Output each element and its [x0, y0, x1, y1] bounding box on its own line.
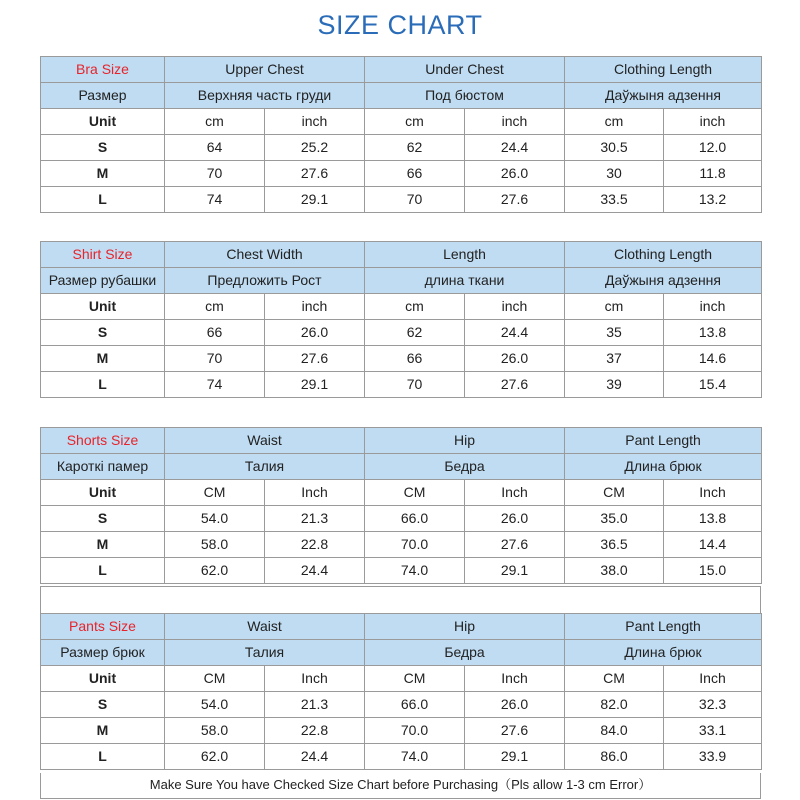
value-cell: 66.0	[365, 692, 465, 718]
value-cell: 29.1	[265, 187, 365, 213]
value-cell: 70	[165, 346, 265, 372]
value-cell: 82.0	[565, 692, 664, 718]
value-cell: 26.0	[465, 692, 565, 718]
value-cell: 27.6	[265, 346, 365, 372]
value-cell: 27.6	[465, 532, 565, 558]
value-cell: 58.0	[165, 718, 265, 744]
value-cell: 66	[165, 320, 265, 346]
value-cell: 13.2	[664, 187, 762, 213]
size-cell: M	[41, 718, 165, 744]
value-cell: 13.8	[664, 320, 762, 346]
size-label-localized: Кароткі памер	[41, 454, 165, 480]
unit-cell: Inch	[265, 480, 365, 506]
value-cell: 22.8	[265, 532, 365, 558]
value-cell: 64	[165, 135, 265, 161]
group-header-localized: Талия	[165, 640, 365, 666]
size-label: Bra Size	[41, 57, 165, 83]
unit-cell: CM	[565, 480, 664, 506]
value-cell: 13.8	[664, 506, 762, 532]
unit-cell: CM	[565, 666, 664, 692]
unit-cell: cm	[365, 294, 465, 320]
size-cell: S	[41, 506, 165, 532]
size-label-localized: Размер рубашки	[41, 268, 165, 294]
page-title: SIZE CHART	[317, 10, 483, 40]
group-header-localized: Длина брюк	[565, 454, 762, 480]
group-header: Hip	[365, 428, 565, 454]
unit-cell: inch	[265, 294, 365, 320]
size-label-localized: Размер брюк	[41, 640, 165, 666]
unit-cell: cm	[565, 109, 664, 135]
table-row	[41, 161, 762, 187]
group-header: Length	[365, 242, 565, 268]
value-cell: 24.4	[465, 320, 565, 346]
unit-cell: Inch	[664, 666, 762, 692]
group-header-localized: Верхняя часть груди	[165, 83, 365, 109]
value-cell: 26.0	[465, 506, 565, 532]
value-cell: 27.6	[465, 372, 565, 398]
value-cell: 62.0	[165, 744, 265, 770]
value-cell: 29.1	[265, 372, 365, 398]
unit-label: Unit	[41, 109, 165, 135]
size-label-localized: Размер	[41, 83, 165, 109]
unit-cell: CM	[365, 480, 465, 506]
value-cell: 30	[565, 161, 664, 187]
unit-cell: inch	[265, 109, 365, 135]
group-header-localized: Бедра	[365, 454, 565, 480]
value-cell: 30.5	[565, 135, 664, 161]
size-label: Shorts Size	[41, 428, 165, 454]
unit-cell: Inch	[465, 666, 565, 692]
value-cell: 22.8	[265, 718, 365, 744]
unit-row	[41, 480, 762, 506]
value-cell: 74.0	[365, 558, 465, 584]
value-cell: 62.0	[165, 558, 265, 584]
value-cell: 24.4	[465, 135, 565, 161]
group-header: Waist	[165, 428, 365, 454]
table-row	[41, 320, 762, 346]
value-cell: 11.8	[664, 161, 762, 187]
value-cell: 37	[565, 346, 664, 372]
value-cell: 74	[165, 187, 265, 213]
value-cell: 15.0	[664, 558, 762, 584]
value-cell: 27.6	[265, 161, 365, 187]
unit-cell: cm	[365, 109, 465, 135]
size-cell: L	[41, 187, 165, 213]
value-cell: 36.5	[565, 532, 664, 558]
group-header: Under Chest	[365, 57, 565, 83]
value-cell: 66	[365, 161, 465, 187]
size-cell: L	[41, 372, 165, 398]
spacer-row	[40, 586, 761, 614]
value-cell: 54.0	[165, 692, 265, 718]
size-note: Make Sure You have Checked Size Chart before Purchasing（Pls allow 1-3 cm Error）	[40, 773, 761, 799]
value-cell: 70.0	[365, 532, 465, 558]
value-cell: 33.1	[664, 718, 762, 744]
shorts-size-table	[40, 427, 762, 584]
group-header: Chest Width	[165, 242, 365, 268]
shirt-size-table	[40, 241, 762, 398]
value-cell: 84.0	[565, 718, 664, 744]
table-row	[41, 346, 762, 372]
unit-cell: cm	[565, 294, 664, 320]
unit-cell: inch	[664, 294, 762, 320]
size-cell: M	[41, 161, 165, 187]
value-cell: 12.0	[664, 135, 762, 161]
value-cell: 29.1	[465, 558, 565, 584]
unit-row	[41, 666, 762, 692]
header-row-localized	[41, 640, 762, 666]
size-cell: S	[41, 320, 165, 346]
value-cell: 70	[165, 161, 265, 187]
header-row-localized	[41, 83, 762, 109]
unit-cell: Inch	[465, 480, 565, 506]
value-cell: 86.0	[565, 744, 664, 770]
group-header-localized: Талия	[165, 454, 365, 480]
value-cell: 33.9	[664, 744, 762, 770]
unit-cell: CM	[365, 666, 465, 692]
value-cell: 33.5	[565, 187, 664, 213]
value-cell: 29.1	[465, 744, 565, 770]
unit-cell: CM	[165, 480, 265, 506]
table-row	[41, 744, 762, 770]
table-row	[41, 532, 762, 558]
unit-cell: inch	[664, 109, 762, 135]
group-header: Pant Length	[565, 614, 762, 640]
unit-label: Unit	[41, 480, 165, 506]
header-row	[41, 428, 762, 454]
unit-label: Unit	[41, 294, 165, 320]
group-header-localized: Длина брюк	[565, 640, 762, 666]
group-header: Clothing Length	[565, 242, 762, 268]
size-label: Pants Size	[41, 614, 165, 640]
table-row	[41, 372, 762, 398]
group-header-localized: Бедра	[365, 640, 565, 666]
value-cell: 35	[565, 320, 664, 346]
value-cell: 21.3	[265, 506, 365, 532]
value-cell: 15.4	[664, 372, 762, 398]
value-cell: 38.0	[565, 558, 664, 584]
value-cell: 26.0	[465, 161, 565, 187]
size-cell: S	[41, 692, 165, 718]
group-header: Upper Chest	[165, 57, 365, 83]
unit-row	[41, 294, 762, 320]
value-cell: 66	[365, 346, 465, 372]
unit-cell: cm	[165, 294, 265, 320]
value-cell: 32.3	[664, 692, 762, 718]
group-header-localized: длина ткани	[365, 268, 565, 294]
value-cell: 14.4	[664, 532, 762, 558]
group-header: Pant Length	[565, 428, 762, 454]
value-cell: 27.6	[465, 718, 565, 744]
unit-cell: Inch	[265, 666, 365, 692]
value-cell: 54.0	[165, 506, 265, 532]
value-cell: 26.0	[265, 320, 365, 346]
value-cell: 62	[365, 320, 465, 346]
unit-row	[41, 109, 762, 135]
table-row	[41, 692, 762, 718]
size-cell: S	[41, 135, 165, 161]
group-header: Clothing Length	[565, 57, 762, 83]
table-row	[41, 135, 762, 161]
unit-cell: CM	[165, 666, 265, 692]
size-cell: L	[41, 558, 165, 584]
value-cell: 25.2	[265, 135, 365, 161]
value-cell: 27.6	[465, 187, 565, 213]
value-cell: 74.0	[365, 744, 465, 770]
header-row-localized	[41, 268, 762, 294]
value-cell: 66.0	[365, 506, 465, 532]
size-cell: M	[41, 532, 165, 558]
table-row	[41, 187, 762, 213]
value-cell: 70	[365, 187, 465, 213]
table-row	[41, 558, 762, 584]
bra-size-table	[40, 56, 762, 213]
unit-cell: Inch	[664, 480, 762, 506]
unit-cell: inch	[465, 294, 565, 320]
table-row	[41, 506, 762, 532]
value-cell: 58.0	[165, 532, 265, 558]
value-cell: 70	[365, 372, 465, 398]
value-cell: 74	[165, 372, 265, 398]
size-label: Shirt Size	[41, 242, 165, 268]
value-cell: 62	[365, 135, 465, 161]
size-cell: L	[41, 744, 165, 770]
group-header-localized: Даўжыня адзення	[565, 83, 762, 109]
unit-cell: cm	[165, 109, 265, 135]
group-header-localized: Предложить Рост	[165, 268, 365, 294]
value-cell: 21.3	[265, 692, 365, 718]
header-row	[41, 57, 762, 83]
value-cell: 70.0	[365, 718, 465, 744]
header-row	[41, 242, 762, 268]
value-cell: 35.0	[565, 506, 664, 532]
value-cell: 24.4	[265, 744, 365, 770]
group-header: Waist	[165, 614, 365, 640]
header-row-localized	[41, 454, 762, 480]
header-row	[41, 614, 762, 640]
group-header-localized: Под бюстом	[365, 83, 565, 109]
group-header-localized: Даўжыня адзення	[565, 268, 762, 294]
group-header: Hip	[365, 614, 565, 640]
value-cell: 26.0	[465, 346, 565, 372]
value-cell: 39	[565, 372, 664, 398]
size-cell: M	[41, 346, 165, 372]
table-row	[41, 718, 762, 744]
unit-cell: inch	[465, 109, 565, 135]
pants-size-table	[40, 613, 762, 770]
value-cell: 14.6	[664, 346, 762, 372]
value-cell: 24.4	[265, 558, 365, 584]
unit-label: Unit	[41, 666, 165, 692]
